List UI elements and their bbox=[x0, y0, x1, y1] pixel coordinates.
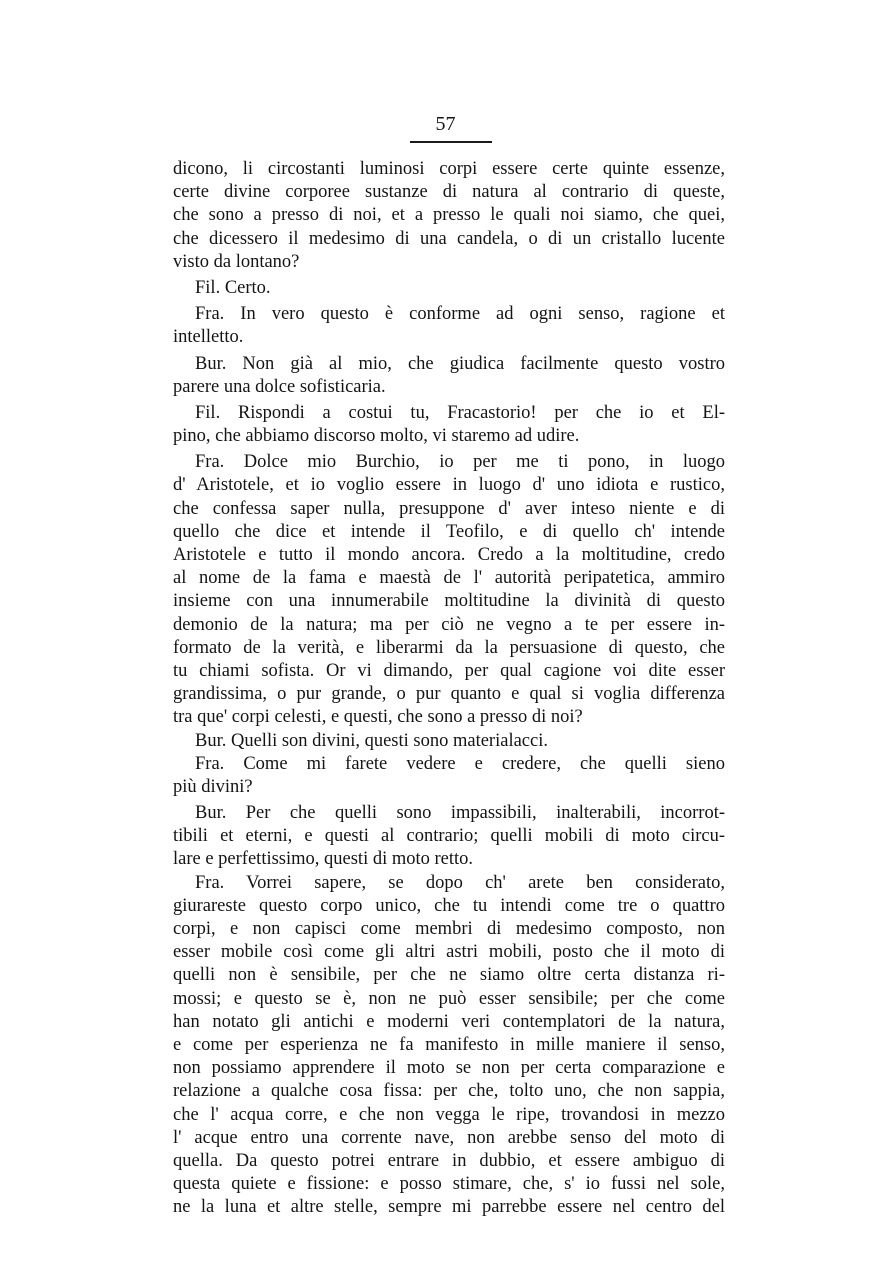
text-line: lare e perfettissimo, questi di moto retto. bbox=[173, 849, 474, 870]
text-line: tu chiami sofista. Or vi dimando, per qual cagione voi dite esser bbox=[173, 660, 725, 681]
text-line: certe divine corporee sustanze di natura al contrario di queste, bbox=[173, 182, 725, 203]
text-line: che dicessero il medesimo di una candela, o di un cristallo lucente bbox=[173, 228, 725, 249]
text-line: parere una dolce sofisticaria. bbox=[173, 376, 386, 397]
text-line: visto da lontano? bbox=[173, 251, 300, 272]
text-line: d' Aristotele, et io voglio essere in luogo d' uno idiota e rustico, bbox=[173, 475, 725, 496]
text-line: che sono a presso di noi, et a presso le quali noi siamo, che quei, bbox=[173, 205, 725, 226]
speaker-line: Fil. Certo. bbox=[195, 277, 271, 298]
speaker-line: Bur. Non già al mio, che giudica facilmente questo vostro bbox=[195, 353, 725, 374]
text-line: quello che dice et intende il Teofilo, e di quello ch' intende bbox=[173, 521, 725, 542]
text-line: tra que' corpi celesti, e questi, che sono a presso di noi? bbox=[173, 707, 583, 728]
text-line: al nome de la fama e maestà de l' autorità peripatetica, ammiro bbox=[173, 568, 725, 589]
text-line: intelletto. bbox=[173, 327, 244, 348]
text-line: grandissima, o pur grande, o pur quanto e qual si voglia differenza bbox=[173, 684, 725, 705]
speaker-line: Fra. In vero questo è conforme ad ogni senso, ragione et bbox=[195, 304, 725, 325]
header-rule bbox=[410, 141, 492, 143]
text-line: più divini? bbox=[173, 776, 253, 797]
speaker-line: Bur. Quelli son divini, questi sono materialacci. bbox=[195, 730, 548, 751]
text-line: quelli non è sensibile, per che ne siamo oltre certa distanza ri- bbox=[173, 965, 725, 986]
speaker-line: Fil. Rispondi a costui tu, Fracastorio! per che io et El- bbox=[195, 402, 725, 423]
page-number: 57 bbox=[435, 113, 456, 135]
text-line: demonio de la natura; ma per ciò ne vegno a te per essere in- bbox=[173, 614, 725, 635]
text-line: insieme con una innumerabile moltitudine la divinità di questo bbox=[173, 591, 725, 612]
text-line: formato de la verità, e liberarmi da la persuasione di questo, che bbox=[173, 637, 725, 658]
speaker-line: Bur. Per che quelli sono impassibili, inalterabili, incorrot- bbox=[195, 803, 725, 824]
text-line: che l' acqua corre, e che non vegga le ripe, trovandosi in mezzo bbox=[173, 1104, 725, 1125]
text-line: quella. Da questo potrei entrare in dubbio, et essere ambiguo di bbox=[173, 1150, 725, 1171]
text-line: han notato gli antichi e moderni veri contemplatori de la natura, bbox=[173, 1011, 725, 1032]
text-line: e come per esperienza ne fa manifesto in mille maniere il senso, bbox=[173, 1034, 725, 1055]
text-line: ne la luna et altre stelle, sempre mi parrebbe essere nel centro del bbox=[173, 1197, 725, 1218]
text-line: corpi, e non capisci come membri di medesimo composto, non bbox=[173, 919, 725, 939]
speaker-line: Fra. Come mi farete vedere e credere, che quelli sieno bbox=[195, 753, 725, 774]
text-line: questa quiete e fissione: e posso stimare, che, s' io fussi nel sole, bbox=[173, 1174, 725, 1195]
text-line: Aristotele e tutto il mondo ancora. Credo a la moltitudine, credo bbox=[173, 545, 725, 565]
body-text bbox=[173, 158, 725, 1219]
text-line: l' acque entro una corrente nave, non arebbe senso del moto di bbox=[173, 1127, 725, 1148]
speaker-line: Fra. Vorrei sapere, se dopo ch' arete ben considerato, bbox=[195, 872, 725, 893]
text-line: esser mobile così come gli altri astri mobili, posto che il moto di bbox=[173, 942, 725, 963]
text-line: giurareste questo corpo unico, che tu intendi come tre o quattro bbox=[173, 895, 725, 916]
text-line: tibili et eterni, e questi al contrario; quelli mobili di moto circu- bbox=[173, 826, 725, 847]
text-line: dicono, li circostanti luminosi corpi essere certe quinte essenze, bbox=[173, 159, 725, 179]
text-line: relazione a qualche cosa fissa: per che, tolto uno, che non sappia, bbox=[173, 1081, 725, 1102]
text-line: mossi; e questo se è, non ne può esser sensibile; per che come bbox=[173, 988, 725, 1009]
text-line: non possiamo apprendere il moto se non per certa comparazione e bbox=[173, 1058, 725, 1079]
text-line: che confessa saper nulla, presuppone d' aver inteso niente e di bbox=[173, 498, 725, 519]
speaker-line: Fra. Dolce mio Burchio, io per me ti pono, in luogo bbox=[195, 452, 725, 473]
text-line: pino, che abbiamo discorso molto, vi staremo ad udire. bbox=[173, 426, 580, 447]
